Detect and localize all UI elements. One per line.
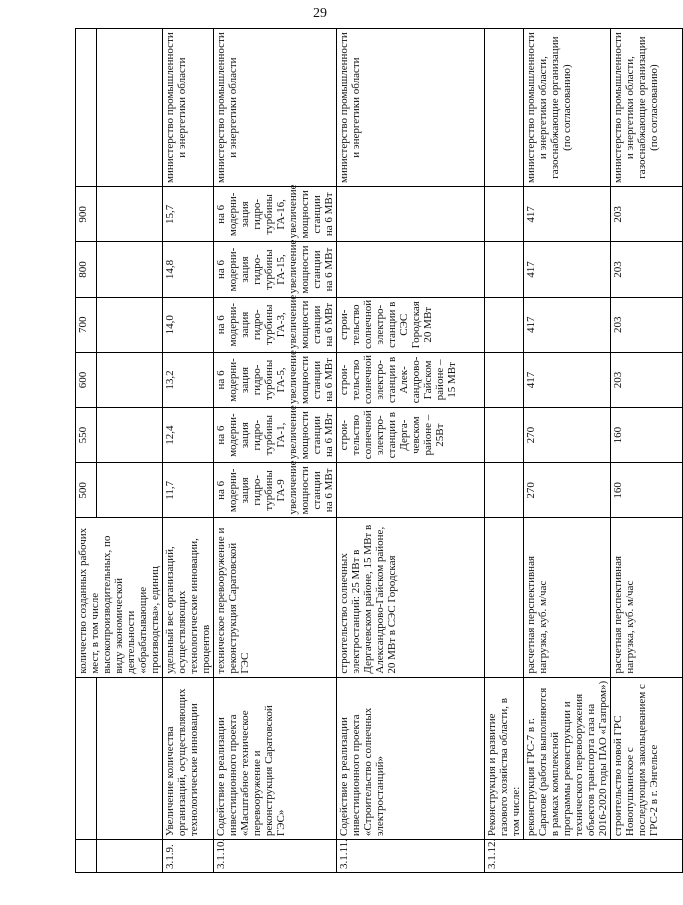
year-header-600: 600 <box>76 352 97 407</box>
measure-cell: Увеличение количества организаций, осуществляющих технологические инновации <box>163 677 214 839</box>
value-cell: 417 <box>524 352 611 407</box>
rotated-table-container <box>75 28 660 873</box>
row-number-cell: 3.1.12. <box>485 840 683 873</box>
table-row <box>611 29 683 873</box>
value-cell: 417 <box>524 242 611 297</box>
value-cell: 203 <box>611 187 683 242</box>
value-cell: на 6 модерни-зация гидро-турбины ГА-5, увеличение мощности станции на 6 МВт <box>214 352 337 407</box>
value-cell: на 6 модерни-зация гидро-турбины ГА-3, увеличение мощности станции на 6 МВт <box>214 297 337 352</box>
value-cell: 13,2 <box>163 352 214 407</box>
page-number: 29 <box>313 6 327 21</box>
value-cell: на 6 модерни-зация гидро-турбины ГА-15, увеличение мощности станции на 6 МВт <box>214 242 337 297</box>
measure-cell: реконструкция ГРС-7 в г. Саратове (работы выполняются в рамках комплексной программы реконструкции и технического перевооружения объектов транспорта газа на 2016-2020 годы ПАО «Газпром») <box>524 677 611 839</box>
value-cell <box>96 408 162 463</box>
responsible-cell: министерство промышленности и энергетики области, газоснабжающие организации (по согласованию) <box>611 29 683 187</box>
value-cell: 160 <box>611 408 683 463</box>
value-cell: на 6 модерни-зация гидро-турбины ГА-9 увеличение мощности станции на 6 МВт <box>214 463 337 518</box>
indicator-cell: количество созданных рабочих мест, в том числе высокопроизводительных, по виду экономической деятельности «обрабатывающие производства», единиц <box>76 518 163 677</box>
value-cell: на 6 модерни-зация гидро-турбины ГА-16, увеличение мощности станции на 6 МВт <box>214 187 337 242</box>
value-cell <box>96 297 162 352</box>
value-cell <box>96 352 162 407</box>
value-cell: строи-тельство солнечной электро-станции в Алек-сандрово-Гайском районе – 15 МВт <box>337 352 485 407</box>
responsible-cell: министерство промышленности и энергетики области <box>337 29 485 187</box>
measure-cell: Содействие в реализации инвестиционного проекта «Масштабное техническое перевооружение и реконструкция Саратовской ГЭС» <box>214 677 337 839</box>
value-cell <box>96 242 162 297</box>
value-cell: 270 <box>524 408 611 463</box>
value-cell: 203 <box>611 242 683 297</box>
year-header-700: 700 <box>76 297 97 352</box>
responsible-cell: министерство промышленности и энергетики области, газоснабжающие организации (по согласованию) <box>524 29 611 187</box>
indicator-cell: удельный вес организаций, осуществляющих технологические инновации, процентов <box>163 518 214 677</box>
value-cell: 14,8 <box>163 242 214 297</box>
table-row <box>96 29 162 873</box>
program-table <box>75 28 683 873</box>
measure-cell <box>96 677 162 839</box>
value-cell: 417 <box>524 297 611 352</box>
responsible-cell <box>76 29 97 187</box>
row-number-cell <box>76 840 97 873</box>
value-cell: строи-тельство солнечной электро-станции в Дерга-чевском районе – 25Вт <box>337 408 485 463</box>
value-cell: 270 <box>524 463 611 518</box>
value-cell: 417 <box>524 187 611 242</box>
value-cell: 203 <box>611 352 683 407</box>
value-cell <box>485 463 524 518</box>
value-cell <box>485 408 524 463</box>
value-cell: на 6 модерни-зация гидро-турбины ГА-1, увеличение мощности станции на 6 МВт <box>214 408 337 463</box>
value-cell: 14,0 <box>163 297 214 352</box>
value-cell: строи-тельство солнечной электро-станции в СЭС Городская 20 МВт <box>337 297 485 352</box>
year-header-900: 900 <box>76 187 97 242</box>
year-header-500: 500 <box>76 463 97 518</box>
responsible-cell <box>96 29 162 187</box>
value-cell <box>337 463 485 518</box>
value-cell: 12,4 <box>163 408 214 463</box>
responsible-cell <box>485 29 524 187</box>
measure-cell: Реконструкция и развитие газового хозяйства области, в том числе: <box>485 677 524 839</box>
table-row <box>337 29 485 873</box>
responsible-cell: министерство промышленности и энергетики области <box>214 29 337 187</box>
value-cell <box>96 187 162 242</box>
indicator-cell <box>485 518 524 677</box>
measure-cell: Содействие в реализации инвестиционного проекта «Строительство солнечных электростанций» <box>337 677 485 839</box>
value-cell: 203 <box>611 297 683 352</box>
value-cell <box>337 242 485 297</box>
year-header-800: 800 <box>76 242 97 297</box>
row-number-cell: 3.1.10. <box>214 840 337 873</box>
value-cell <box>485 242 524 297</box>
value-cell: 160 <box>611 463 683 518</box>
table-row <box>485 29 524 873</box>
indicator-cell: строительство солнечных электростанций: 25 МВт в Дергачевском районе, 15 МВт в Александрово-Гайском районе, 20 МВт в СЭС Городская <box>337 518 485 677</box>
indicator-cell: расчетная перспективная нагрузка, куб. м/час <box>524 518 611 677</box>
value-cell <box>485 187 524 242</box>
value-cell <box>96 463 162 518</box>
indicator-cell: техническое перевооружение и реконструкция Саратовской ГЭС <box>214 518 337 677</box>
value-cell <box>337 187 485 242</box>
table-row <box>163 29 214 873</box>
table-row <box>214 29 337 873</box>
responsible-cell: министерство промышленности и энергетики области <box>163 29 214 187</box>
table-row <box>524 29 611 873</box>
year-header-550: 550 <box>76 408 97 463</box>
row-number-cell <box>96 840 162 873</box>
value-cell <box>485 352 524 407</box>
value-cell: 11,7 <box>163 463 214 518</box>
year-header-row <box>76 29 97 873</box>
measure-cell <box>76 677 97 839</box>
row-number-cell: 3.1.9. <box>163 840 214 873</box>
row-number-cell: 3.1.11. <box>337 840 485 873</box>
value-cell <box>485 297 524 352</box>
value-cell: 15,7 <box>163 187 214 242</box>
indicator-cell: расчетная перспективная нагрузка, куб. м/час <box>611 518 683 677</box>
measure-cell: строительство новой ГРС Новопушкинское с последующим закольцеванием с ГРС-2 в г. Энгельсе <box>611 677 683 839</box>
